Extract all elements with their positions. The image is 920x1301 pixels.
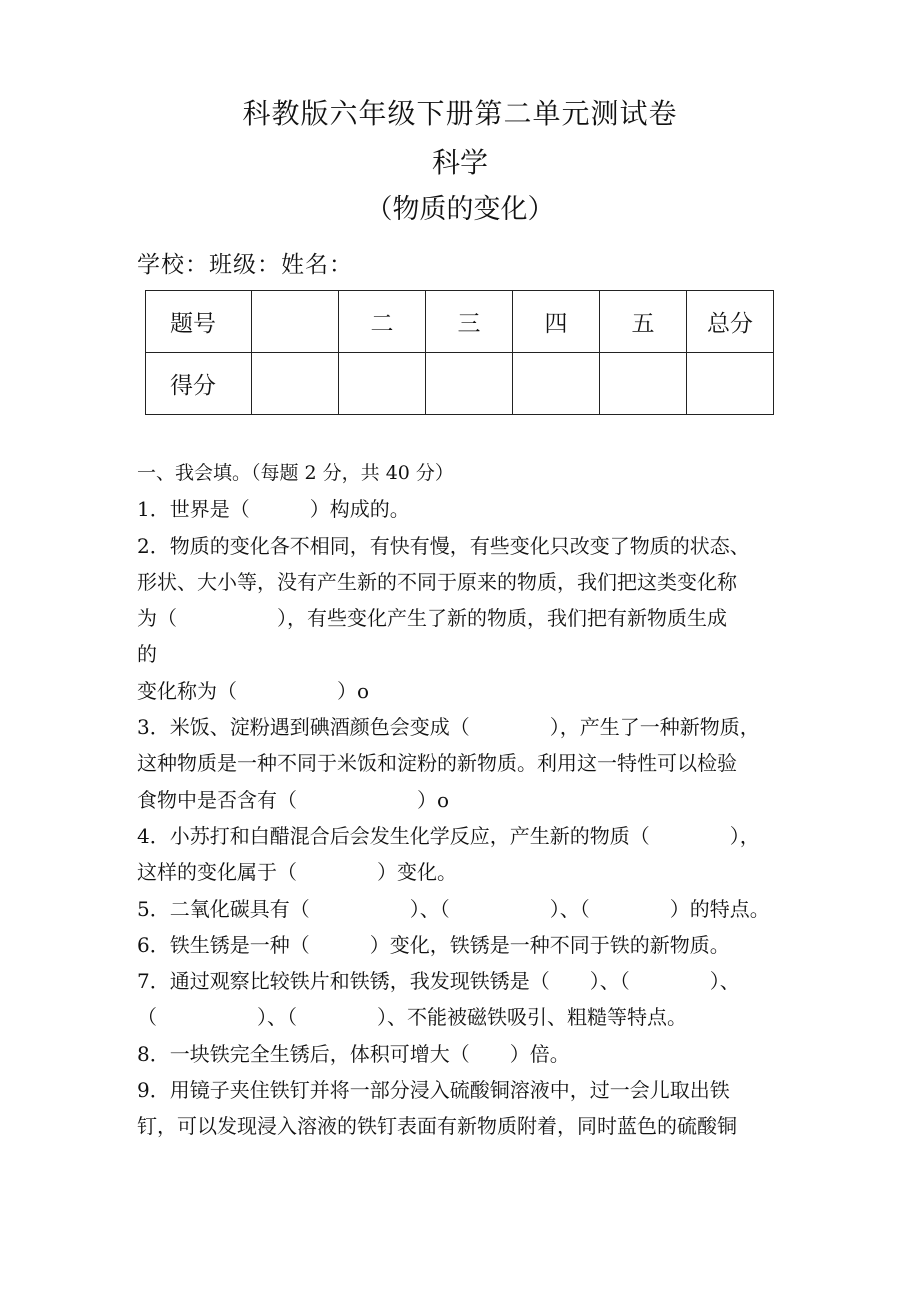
student-info-line: 学校：班级：姓名：: [137, 252, 353, 278]
score-table-score-row: [146, 353, 774, 415]
question-line: 食物中是否含有（ ）o: [137, 787, 450, 812]
question-line: 这种物质是一种不同于米饭和淀粉的新物质。利用这一特性可以检验: [137, 751, 737, 776]
unit-title: （物质的变化）: [365, 194, 555, 225]
score-cell: [600, 353, 687, 415]
question-line: 为（ ），有些变化产生了新的物质，我们把有新物质生成: [137, 606, 727, 631]
score-cell: [513, 353, 600, 415]
question-line: 4．小苏打和白醋混合后会发生化学反应，产生新的物质（ ），: [137, 823, 760, 848]
score-cell: 总分: [687, 291, 774, 353]
score-cell: 四: [513, 291, 600, 353]
score-cell: [426, 353, 513, 415]
question-line: 6．铁生锈是一种（ ）变化，铁锈是一种不同于铁的新物质。: [137, 932, 730, 957]
score-cell: [252, 291, 339, 353]
question-line: 钉，可以发现浸入溶液的铁钉表面有新物质附着，同时蓝色的硫酸铜: [137, 1114, 737, 1139]
question-line: 变化称为（ ）o: [137, 678, 370, 703]
question-line: 7．通过观察比较铁片和铁锈，我发现铁锈是（ ）、（ ）、: [137, 969, 740, 994]
subject-title: 科学: [431, 146, 488, 179]
question-line: 的: [137, 642, 157, 667]
question-line: 9．用镜子夹住铁钉并将一部分浸入硫酸铜溶液中，过一会儿取出铁: [137, 1078, 730, 1103]
score-cell: 二: [339, 291, 426, 353]
question-line: 8．一块铁完全生锈后，体积可增大（ ）倍。: [137, 1041, 570, 1066]
score-cell: 题号: [146, 291, 252, 353]
question-line: 这样的变化属于（ ）变化。: [137, 860, 457, 885]
question-line: 5．二氧化碳具有（ ）、（ ）、（ ）的特点。: [137, 896, 770, 921]
question-line: 1．世界是（ ）构成的。: [137, 497, 410, 522]
score-cell: 五: [600, 291, 687, 353]
score-cell: [339, 353, 426, 415]
score-cell: 得分: [146, 353, 252, 415]
score-table: [145, 290, 774, 415]
page-title: 科教版六年级下册第二单元测试卷: [242, 97, 678, 130]
question-line: （ ）、（ ）、不能被磁铁吸引、粗糙等特点。: [137, 1005, 687, 1030]
question-line: 3．米饭、淀粉遇到碘酒颜色会变成（ ），产生了一种新物质，: [137, 715, 760, 740]
score-cell: [687, 353, 774, 415]
section-fill-in: [137, 455, 797, 1145]
question-line: 2．物质的变化各不相同，有快有慢，有些变化只改变了物质的状态、: [137, 533, 750, 558]
section-heading: 一、我会填。（每题 2 分，共 40 分）: [137, 462, 454, 484]
score-table-header-row: [146, 291, 774, 353]
question-line: 形状、大小等，没有产生新的不同于原来的物质，我们把这类变化称: [137, 569, 737, 594]
score-cell: 三: [426, 291, 513, 353]
score-cell: [252, 353, 339, 415]
